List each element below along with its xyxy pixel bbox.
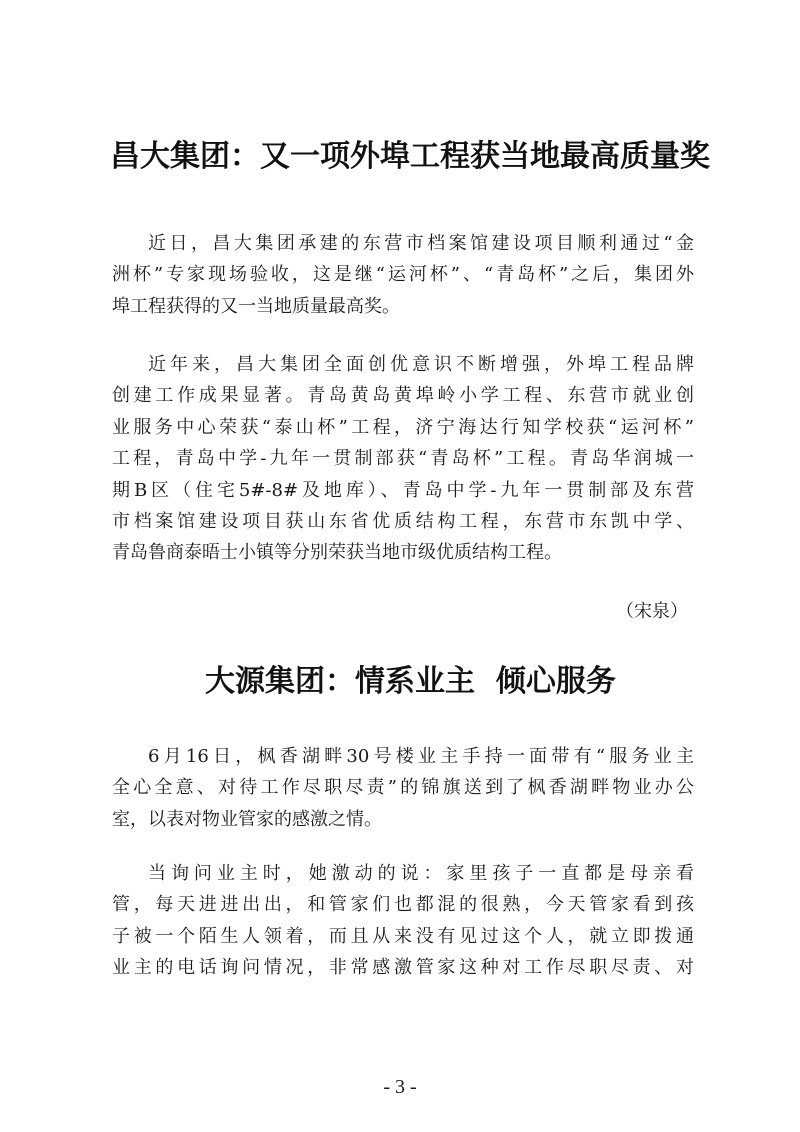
text-line: 室，以表对物业管家的感激之情。 [112, 808, 382, 830]
article-paragraph [112, 741, 694, 835]
text-line: 业服务中心荣获“泰山杯”工程，济宁海达行知学校获“运河杯” [112, 416, 694, 438]
text-line: 近年来，昌大集团全面创优意识不断增强，外埠工程品牌 [148, 354, 694, 375]
article-title: 昌大集团：又一项外埠工程获当地最高质量奖 [110, 139, 710, 174]
author-byline: （宋泉） [616, 601, 688, 622]
text-line: 市档案馆建设项目获山东省优质结构工程，东营市东凯中学、 [112, 511, 694, 533]
text-line: 全心全意、对待工作尽职尽责”的锦旗送到了枫香湖畔物业办公 [112, 777, 694, 799]
page-number: - 3 - [383, 1076, 417, 1098]
text-line: 创建工作成果显著。青岛黄岛黄埠岭小学工程、东营市就业创 [112, 385, 694, 407]
text-line: 业主的电话询问情况，非常感激管家这种对工作尽职尽责、对 [112, 957, 694, 979]
article-paragraph [112, 349, 694, 569]
article-title: 大源集团：情系业主 倾心服务 [205, 664, 616, 699]
text-line: 子被一个陌生人领着，而且从来没有见过这个人，就立即拨通 [112, 925, 694, 947]
text-line: 当询问业主时，她激动的说：家里孩子一直都是母亲看 [148, 863, 694, 884]
article-paragraph [112, 858, 694, 984]
text-line: 洲杯”专家现场验收，这是继“运河杯”、“青岛杯”之后，集团外 [112, 264, 694, 286]
text-line: 近日，昌大集团承建的东营市档案馆建设项目顺利通过“金 [148, 233, 694, 254]
article-paragraph [112, 228, 694, 322]
text-line: 埠工程获得的又一当地质量最高奖。 [112, 295, 400, 317]
text-line: 期B区（住宅5#-8#及地库）、青岛中学-九年一贯制部及东营 [112, 479, 694, 501]
text-line: 管，每天进进出出，和管家们也都混的很熟，今天管家看到孩 [112, 894, 694, 916]
text-line: 青岛鲁商泰晤士小镇等分别荣获当地市级优质结构工程。 [112, 542, 562, 564]
text-line: 工程，青岛中学-九年一贯制部获“青岛杯”工程。青岛华润城一 [112, 448, 694, 470]
text-line: 6月16日，枫香湖畔30号楼业主手持一面带有“服务业主 [148, 746, 694, 767]
